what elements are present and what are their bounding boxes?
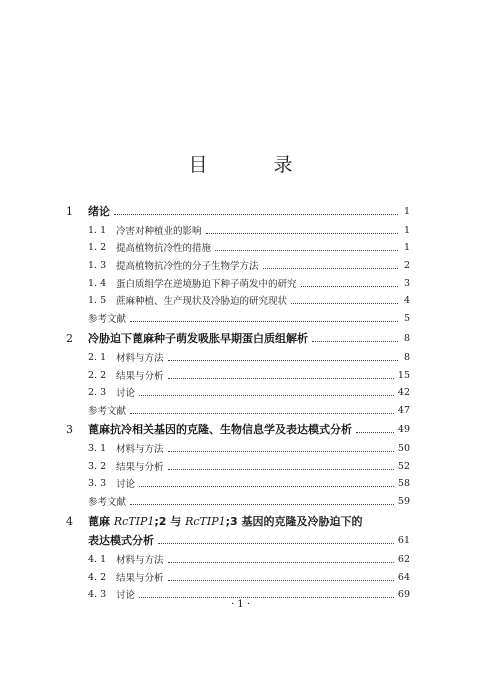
dot-leader bbox=[168, 360, 398, 361]
entry-number: 1. 5 bbox=[88, 294, 107, 306]
toc-entry-section[interactable] bbox=[66, 384, 410, 400]
entry-title: 结果与分析 bbox=[116, 462, 164, 473]
dot-leader bbox=[215, 250, 398, 251]
entry-title: 蓖麻抗冷相关基因的克隆、生物信息学及表达模式分析 bbox=[88, 423, 352, 436]
toc-entry-section[interactable] bbox=[66, 239, 410, 255]
dot-leader bbox=[130, 413, 394, 414]
entry-page: 15 bbox=[397, 369, 410, 381]
entry-number: 3. 2 bbox=[88, 460, 107, 472]
entry-title: 蛋白质组学在逆境胁迫下种子萌发中的研究 bbox=[116, 279, 297, 290]
entry-number: 3. 3 bbox=[88, 477, 107, 489]
toc-entry-section[interactable] bbox=[66, 458, 410, 474]
toc-entry-references[interactable] bbox=[66, 310, 410, 326]
entry-title: 讨论 bbox=[116, 388, 136, 399]
toc-entry-chapter-4[interactable] bbox=[66, 513, 410, 529]
dot-leader bbox=[158, 543, 394, 544]
toc-entry-section[interactable] bbox=[66, 257, 410, 273]
entry-page: 58 bbox=[397, 477, 410, 489]
entry-title: 冷害对种植业的影响 bbox=[116, 226, 202, 237]
entry-number: 1 bbox=[66, 204, 73, 218]
entry-title: 表达模式分析 bbox=[88, 534, 154, 547]
entry-page: 69 bbox=[397, 588, 410, 600]
toc-entry-section[interactable] bbox=[66, 569, 410, 585]
entry-page: 52 bbox=[397, 460, 410, 472]
entry-number: 4. 2 bbox=[88, 571, 107, 583]
entry-number: 2. 2 bbox=[88, 369, 107, 381]
toc-entry-section[interactable] bbox=[66, 222, 410, 238]
toc-entry-section[interactable] bbox=[66, 349, 410, 365]
entry-title: 蓖麻 RcTIP1;2 与 RcTIP1;3 基因的克隆及冷胁迫下的 bbox=[88, 515, 363, 528]
toc-entry-references[interactable] bbox=[66, 493, 410, 509]
page-number: · 1 · bbox=[230, 599, 251, 610]
entry-page: 1 bbox=[403, 224, 410, 236]
toc-entry-section[interactable] bbox=[66, 475, 410, 491]
entry-title: 结果与分析 bbox=[116, 371, 164, 382]
dot-leader bbox=[301, 286, 398, 287]
entry-page: 8 bbox=[403, 332, 410, 344]
entry-title: 材料与方法 bbox=[116, 353, 164, 364]
dot-leader bbox=[291, 303, 398, 304]
toc-entry-section[interactable] bbox=[66, 292, 410, 308]
entry-page: 1 bbox=[403, 205, 410, 217]
dot-leader bbox=[263, 268, 398, 269]
dot-leader bbox=[114, 214, 398, 215]
entry-number: 4 bbox=[66, 514, 73, 528]
entry-number: 4. 3 bbox=[88, 588, 107, 600]
entry-title: 蔗麻种植、生产现状及冷胁迫的研究现状 bbox=[116, 296, 288, 307]
entry-title: 讨论 bbox=[116, 479, 136, 490]
entry-number: 2. 1 bbox=[88, 351, 107, 363]
dot-leader bbox=[312, 341, 398, 342]
entry-page: 3 bbox=[403, 277, 410, 289]
toc-entry-chapter-1[interactable] bbox=[66, 203, 410, 219]
dot-leader bbox=[168, 451, 394, 452]
entry-number: 1. 1 bbox=[88, 224, 107, 236]
dot-leader bbox=[130, 504, 394, 505]
dot-leader bbox=[139, 486, 394, 487]
entry-title: 冷胁迫下蓖麻种子萌发吸胀早期蛋白质组解析 bbox=[88, 332, 308, 345]
dot-leader bbox=[356, 432, 394, 433]
entry-title: 提高植物抗冷性的分子生物学方法 bbox=[116, 261, 259, 272]
entry-number: 2. 3 bbox=[88, 386, 107, 398]
dot-leader bbox=[168, 378, 394, 379]
entry-number: 1. 4 bbox=[88, 277, 107, 289]
entry-page: 61 bbox=[397, 534, 410, 546]
toc-entry-section[interactable] bbox=[66, 440, 410, 456]
toc-entry-chapter-4-cont[interactable] bbox=[66, 532, 410, 548]
entry-page: 2 bbox=[403, 259, 410, 271]
entry-number: 1. 2 bbox=[88, 241, 107, 253]
toc-entry-section[interactable] bbox=[66, 551, 410, 567]
entry-number: 3 bbox=[66, 422, 73, 436]
dot-leader bbox=[168, 469, 394, 470]
entry-page: 50 bbox=[397, 442, 410, 454]
dot-leader bbox=[130, 321, 398, 322]
entry-title: 材料与方法 bbox=[116, 555, 164, 566]
entry-number: 4. 1 bbox=[88, 553, 107, 565]
dot-leader bbox=[206, 233, 398, 234]
entry-page: 64 bbox=[397, 571, 410, 583]
entry-page: 49 bbox=[397, 423, 410, 435]
entry-page: 59 bbox=[397, 495, 410, 507]
entry-title: 参考文献 bbox=[88, 406, 127, 417]
entry-page: 8 bbox=[403, 351, 410, 363]
entry-page: 42 bbox=[397, 386, 410, 398]
toc-entry-section[interactable] bbox=[66, 367, 410, 383]
entry-title: 结果与分析 bbox=[116, 573, 164, 584]
entry-title: 讨论 bbox=[116, 590, 136, 601]
entry-title: 材料与方法 bbox=[116, 444, 164, 455]
entry-page: 47 bbox=[397, 404, 410, 416]
dot-leader bbox=[139, 597, 394, 598]
entry-title: 绪论 bbox=[88, 205, 110, 218]
entry-title: 参考文献 bbox=[88, 314, 127, 325]
entry-page: 1 bbox=[403, 241, 410, 253]
entry-title: 提高植物抗冷性的措施 bbox=[116, 243, 212, 254]
entry-page: 4 bbox=[403, 294, 410, 306]
entry-page: 5 bbox=[403, 312, 410, 324]
toc-entry-section[interactable] bbox=[66, 275, 410, 291]
toc-title: 目 录 bbox=[188, 154, 323, 176]
entry-page: 62 bbox=[397, 553, 410, 565]
entry-number: 3. 1 bbox=[88, 442, 107, 454]
toc-entry-chapter-2[interactable] bbox=[66, 330, 410, 346]
entry-title: 参考文献 bbox=[88, 497, 127, 508]
dot-leader bbox=[168, 562, 394, 563]
toc-entry-references[interactable] bbox=[66, 402, 410, 418]
entry-number: 2 bbox=[66, 331, 73, 345]
dot-leader bbox=[168, 580, 394, 581]
dot-leader bbox=[139, 395, 394, 396]
entry-number: 1. 3 bbox=[88, 259, 107, 271]
toc-entry-chapter-3[interactable] bbox=[66, 421, 410, 437]
